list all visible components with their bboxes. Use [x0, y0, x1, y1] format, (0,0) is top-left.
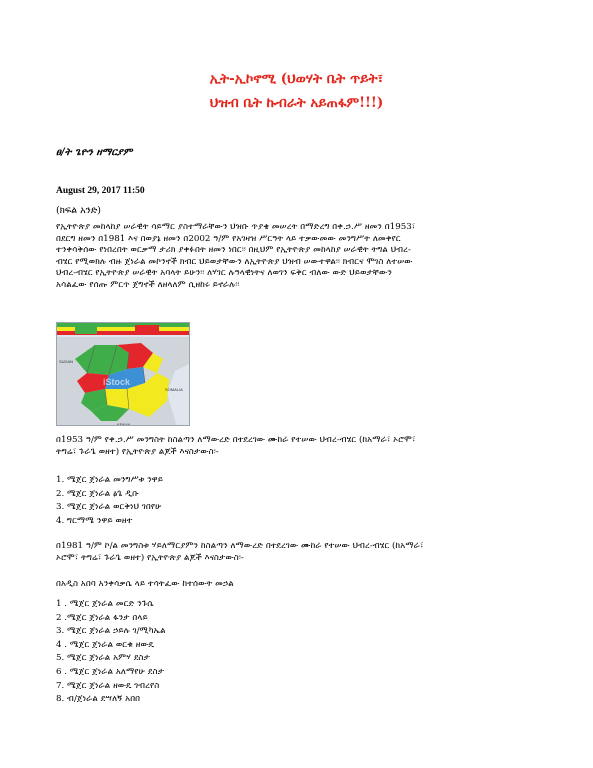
map-graphic [57, 323, 190, 426]
intro-line: ህብረ-ብሄር የኢትዮጵያ ሠራዊት አባላት ይሁን፡፡ ለሃገር ሉዓላዊነትና ለወገን ፍቅር ብለው ውድ ህይወታቸውን [56, 268, 392, 279]
map-label-kenya: KENYA [117, 422, 131, 426]
list-item: 8. ብ/ጀነራል ደሣለኝ አበበ [56, 694, 141, 705]
map-legend-chip [75, 325, 97, 334]
map-label-somalia: SOMALIA [165, 387, 183, 392]
map-label-sudan: SUDAN [59, 359, 74, 364]
list-item: 3. ሜጀር ጀነራል ኃይሉ ገ/ሚካኤል [56, 626, 166, 637]
list-item: 2 .ሜጀር ጀነራል ፋንታ በላይ [56, 612, 148, 623]
intro-line: ተንቀሳቅሰው የነበረበት ወርቃማ ታሪክ ያቀፉበት ዘመን ነበር፡፡ በዚህም የኢትዮጵያ መከላከያ ሠራዊት ትግል ህብረ- [56, 245, 411, 256]
map-legend-chip [135, 325, 159, 334]
list-1981-generals [56, 598, 166, 707]
list-item: 3. ሜጀር ጀነራል ወርቅነህ ገበየሁ [56, 502, 162, 513]
section1-paragraph [56, 435, 536, 458]
section2-paragraph [56, 541, 536, 564]
article-author: ፀ/ት ጌዮን ዘማርያም [56, 147, 133, 158]
intro-line: ብሄር የሚወክሉ ብዙ ጀነራል መኮንኖች ክብር ህይወታቸውን ለኢትዮጵያ ህዝብ ሠውተዋል፡፡ ክብርና ሞገስ ለተሠው [56, 256, 413, 267]
intro-line: አሳልፈው የሰጡ ምርጥ ጀግኖች ለዘላለም ሲዘከሩ ይኖራሉ፡፡ [56, 279, 240, 290]
section2-line: ኦሮሞ፣ ትግሬ፣ ጉራጌ ወዘተ) የኢትዮጵያ ልጆች እናስታውስ፡- [56, 552, 244, 563]
article-part-label: (ክፍል አንድ) [56, 205, 101, 216]
list-1953-generals [56, 474, 163, 528]
section3-heading-text: በአዲስ አበባ አንቀሳቃሴ ላይ ተሳትፈው ከተሰውት መኃል [56, 579, 234, 589]
ethiopia-map-image [56, 322, 190, 426]
section1-line: ትግሬ፣ ጉራጌ ወዘተ) የኢትዮጵያ ልጆች እናስታውስ፡- [56, 446, 219, 457]
section1-line: በ1953 ዓ/ም የቀ.ኃ.ሥ መንግስት ከስልጣን ለማውረድ በተደረገው ሙከራ የተሠው ህብረ-ብሄር (ከአማራ፣ ኦሮሞ፣ [56, 435, 416, 445]
article-date: August 29, 2017 11:50 [56, 186, 145, 196]
list-item: 2. ሜጀር ጀነራል ፅጌ ዲቡ [56, 488, 139, 499]
intro-line: የኢትዮጵያ መከላከያ ሠራዊት ሳይማር ያስተማራቸውን ህዝቡ ጥያቄ መሠረት በማድረግ በቀ.ኃ.ሥ ዘመን በ1953፣ [56, 222, 416, 232]
list-item: 4 . ሜጀር ጀነራል ወርቁ ዘውዴ [56, 639, 155, 650]
list-item: 6 . ሜጀር ጀነራል አለማየሁ ደስታ [56, 666, 165, 677]
section3-heading [56, 579, 536, 591]
map-watermark: iStock [103, 377, 131, 387]
list-item: 1. ሜጀር ጀነራል መንግሥቱ ንዋይ [56, 475, 164, 485]
article-title-line-1: ኢት-ኢኮኖሚ (ህወሃት ቤት ጥይት፣ [209, 71, 384, 87]
intro-line: በደርግ ዘመን በ1981 እና በወያኔ ዘመን በ2002 ዓ/ም የአገዛዝ ሥርዓት ላይ ተቃውመው መንግሥት ለመቀየር [56, 233, 401, 244]
intro-paragraph [56, 222, 536, 292]
list-item: 7. ሜጀር ጀነራል ዘውዴ ገብረየስ [56, 680, 160, 691]
list-item: 1 . ሜጀር ጀነራል መርድ ንጉሴ [56, 599, 154, 609]
list-item: 5. ሜጀር ጀነራል አምሃ ደስታ [56, 653, 151, 664]
section2-line: በ1981 ዓ/ም ኮ/ል መንግስቱ ሃይለማርያምን ከስልጣን ለማውረድ በተደረገው ሙከራ የተሠው ህብረ-ብሄር (ከአማራ፣ [56, 541, 424, 551]
list-item: 4. ግርማሜ ንዋይ ወዘተ [56, 515, 133, 526]
article-title-line-2: ህዝብ ቤት ኩብራት አይጠፋም!!!) [209, 95, 384, 111]
